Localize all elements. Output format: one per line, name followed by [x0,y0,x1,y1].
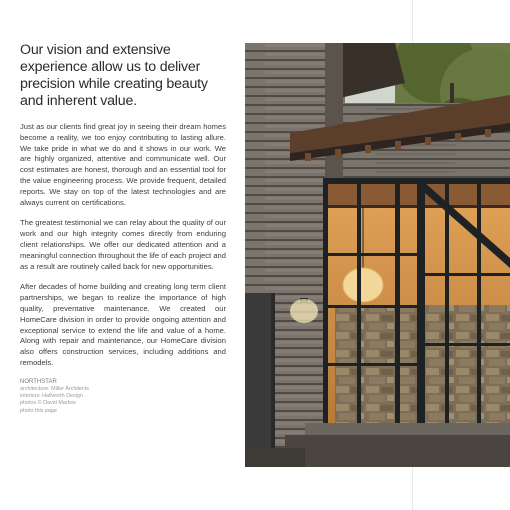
text-column [20,42,226,415]
garage-door [245,293,271,448]
ground [285,435,510,467]
paragraph-homecare: After decades of home building and creating long term client partnerships, we began to realize the importance of high quality, preventative maintenance. We created our HomeCare division in order to provide ongoing attention and exceptional service to extend the life and value of a home. Along with repair and maintenance, our HomeCare division also offers construction services, including additions and remodels. [20,282,226,367]
wall-sconce-light [290,299,318,323]
credit-architecture: architecture: Miller Architects [20,385,89,392]
photo-credits [20,379,226,415]
credit-page-note: photo this page [20,407,57,414]
house-illustration [245,43,510,467]
paragraph-quality: Just as our clients find great joy in seeing their dream homes become a reality, we too enjoy contributing to lasting allure. We take pride in what we do and it shows in our work. We are highly organized, attentive and communicate well. Our cost estimates are honest, thorough and an essential tool for the value engineering process. We provide frequent, detailed reports. We stay on top of the latest technologies and are always current on certifications. [20,122,226,207]
credit-photographer: photos © David Marlow [20,400,76,407]
deck [305,423,510,435]
house-exterior-photo [245,43,510,467]
credit-project-name: NORTHSTAR [20,378,57,385]
paragraph-testimonial: The greatest testimonial we can relay about the quality of our work and our high integrity comes directly from enduring client relationships. We offer our dedicated attention and a meaningful connection throughout the life of each project and as a result are routinely called back for new opportunities. [20,218,226,271]
credit-interiors: interiors: Hallworth Design [20,393,83,400]
headline: Our vision and extensive experience allow us to deliver precision while creating beauty and inherent value. [20,42,208,109]
